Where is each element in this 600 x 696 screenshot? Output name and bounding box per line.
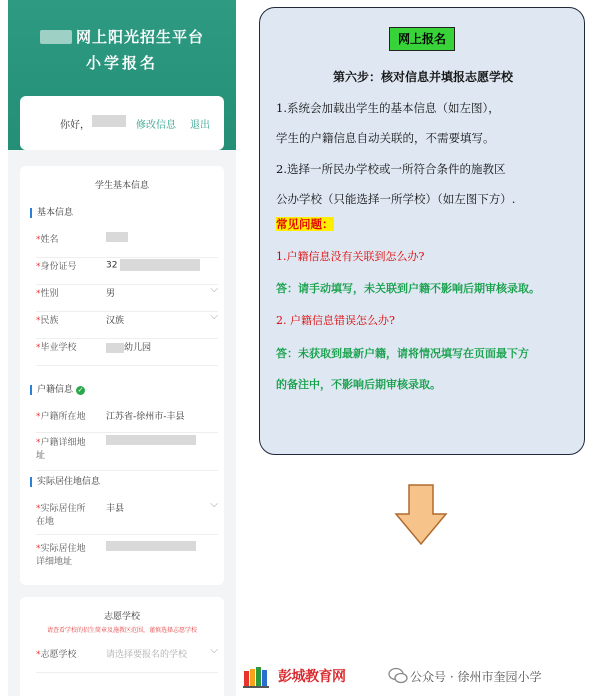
field-row-residence-location[interactable]: *实际居住所 在地 丰县 ⌵ xyxy=(36,501,218,535)
instruction-panel xyxy=(259,7,585,455)
chevron-down-icon: ⌵ xyxy=(210,645,218,656)
edit-info-link[interactable]: 修改信息 xyxy=(136,120,176,131)
account-name: 公众号 · 徐州市奎园小学 xyxy=(410,670,542,684)
registration-screenshot-top xyxy=(8,0,236,375)
paragraph-2-line-2: 公办学校（只能选择一所学校）（如左图下方）. xyxy=(276,192,516,206)
user-card xyxy=(20,96,224,150)
answer-2-line-1: 答：未获取到最新户籍，请将情况填写在页面最下方 xyxy=(276,347,529,360)
app-subtitle: 小学报名 xyxy=(85,54,158,72)
answer-1: 答：请手动填写，未关联到户籍不影响后期审核录取。 xyxy=(276,282,540,295)
step-title: 第六步：核对信息并填报志愿学校 xyxy=(332,70,513,84)
card-heading: 学生基本信息 xyxy=(94,181,149,191)
faq-label: 常见问题： xyxy=(276,217,334,231)
chevron-down-icon: ⌵ xyxy=(210,311,218,322)
books-logo-icon xyxy=(242,666,272,688)
question-2: 2. 户籍信息错误怎么办? xyxy=(276,314,395,327)
household-card xyxy=(20,375,224,585)
field-row-ethnicity[interactable]: *民族 汉族 ⌵ xyxy=(36,313,218,339)
footer xyxy=(238,664,600,690)
field-row-school-choice[interactable]: *志愿学校 请选择要报名的学校 ⌵ xyxy=(36,647,218,673)
blurred-value xyxy=(106,343,124,353)
field-row-household-location[interactable]: *户籍所在地 江苏省-徐州市-丰县 xyxy=(36,409,218,435)
section-title-household: 户籍信息 ✓ xyxy=(30,385,85,395)
blurred-value xyxy=(106,541,196,551)
blurred-value xyxy=(106,232,128,242)
school-warning: 请查看学校的招生简章及施教区范围，谨慎选择志愿学校 xyxy=(46,627,197,634)
blurred-value xyxy=(106,435,196,445)
section-title-residence: 实际居住地信息 xyxy=(30,477,100,487)
school-select[interactable]: 请选择要报名的学校 xyxy=(106,650,188,660)
card-heading: 志愿学校 xyxy=(103,612,140,622)
down-arrow-icon xyxy=(394,484,448,546)
registration-screenshot-bottom xyxy=(8,375,236,696)
blurred-username xyxy=(92,115,126,127)
blurred-region-name xyxy=(40,30,72,44)
site-logo-text: 彭城教育网 xyxy=(278,669,346,685)
paragraph-1-line-2: 学生的户籍信息自动关联的，不需要填写。 xyxy=(276,131,495,145)
field-row-residence-address[interactable]: *实际居住地 详细地址 xyxy=(36,541,218,575)
student-info-card xyxy=(20,166,224,375)
school-choice-card xyxy=(20,597,224,696)
answer-2-line-2: 的备注中，不影响后期审核录取。 xyxy=(276,378,441,391)
blurred-value xyxy=(120,259,200,271)
greeting: 你好， xyxy=(60,120,90,131)
paragraph-1-line-1: 1.系统会加载出学生的基本信息（如左图）， xyxy=(276,101,500,115)
app-title: 网上阳光招生平台 xyxy=(8,26,236,47)
paragraph-2-line-1: 2.选择一所民办学校或一所符合条件的施教区 xyxy=(276,162,506,176)
section-title-basic: 基本信息 xyxy=(30,208,73,218)
field-row-gender[interactable]: *性别 男 ⌵ xyxy=(36,286,218,312)
field-row-name[interactable]: *姓名 xyxy=(36,232,218,258)
field-row-id-number[interactable]: *身份证号 32 xyxy=(36,259,218,285)
field-row-household-address[interactable]: *户籍详细地 址 xyxy=(36,435,218,471)
logout-link[interactable]: 退出 xyxy=(190,120,210,131)
chevron-down-icon: ⌵ xyxy=(210,284,218,295)
check-circle-icon: ✓ xyxy=(77,386,84,394)
question-1: 1.户籍信息没有关联到怎么办? xyxy=(276,250,425,263)
step-tag: 网上报名 xyxy=(389,27,455,51)
wechat-icon xyxy=(388,667,408,685)
chevron-down-icon: ⌵ xyxy=(210,499,218,510)
field-row-graduated-school[interactable]: *毕业学校 幼儿园 xyxy=(36,340,218,366)
